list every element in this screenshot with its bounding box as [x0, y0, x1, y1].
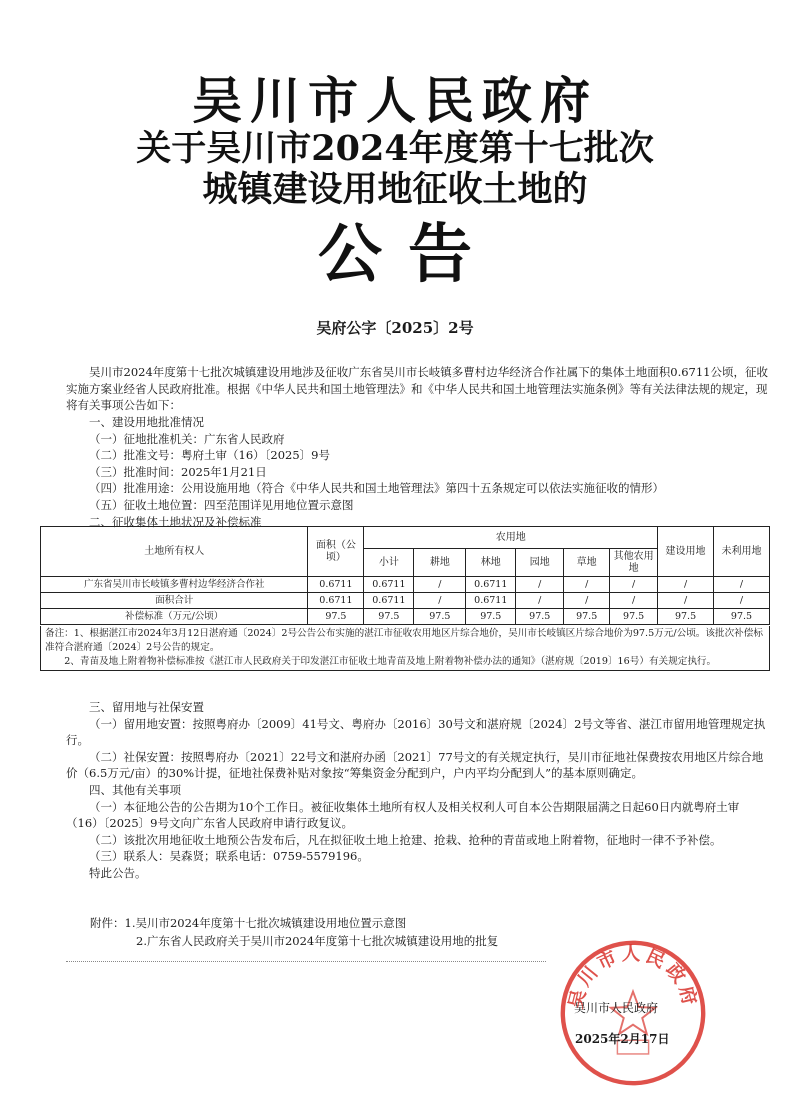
intro-paragraph [66, 364, 770, 414]
cell: / [610, 577, 658, 593]
section1-item: （一）征地批准机关：广东省人民政府 [89, 431, 285, 446]
section3-p1: （一）留用地安置：按照粤府办〔2009〕41号文、粤府办〔2016〕30号文和湛府规〔2024〕2号文等省、湛江市留用地管理规定执行。 [66, 716, 766, 748]
section4-p2: （二）该批次用地征收土地预公告发布后，凡在拟征收土地上抢建、抢栽、抢种的青苗或地上附着物，征地时一律不予补偿。 [89, 832, 722, 847]
compensation-table [40, 526, 770, 625]
cell: 97.5 [308, 609, 364, 625]
cell: / [714, 593, 770, 609]
cell: 97.5 [414, 609, 466, 625]
cell: / [658, 593, 714, 609]
attachment-2: 2.广东省人民政府关于吴川市2024年度第十七批次城镇建设用地的批复 [136, 934, 499, 948]
section-approval [66, 414, 770, 530]
section1-item: （三）批准时间：2025年1月21日 [89, 464, 267, 479]
cell: / [658, 577, 714, 593]
cell: 97.5 [564, 609, 610, 625]
signature-date: 2025年2月17日 [575, 1032, 670, 1046]
cell: 0.6711 [466, 577, 516, 593]
cell: / [564, 577, 610, 593]
cell: 97.5 [364, 609, 414, 625]
section2-title: 二、征收集体土地状况及补偿标准 [89, 514, 262, 529]
header-farmland: 农用地 [364, 527, 658, 549]
note-2: 2、青苗及地上附着物补偿标准按《湛江市人民政府关于印发湛江市征收土地青苗及地上附着物补偿办法的通知》（湛府规〔2019〕16号）有关规定执行。 [64, 656, 717, 667]
cell: 0.6711 [364, 577, 414, 593]
cell: 0.6711 [308, 577, 364, 593]
table-row [41, 593, 770, 609]
intro-text: 吴川市2024年度第十七批次城镇建设用地涉及征收广东省吴川市长岐镇多曹村边华经济合作社属下的集体土地面积0.6711公顷，征收实施方案业经省人民政府批准。根据《中华人民共和国土地管理法》和《中华人民共和国土地管理法实施条例》等有关法律法规的规定，现将有关事项公告如下： [66, 365, 768, 413]
cell: 0.6711 [364, 593, 414, 609]
section4-title: 四、其他有关事项 [89, 782, 181, 797]
document-number: 吴府公字〔2025〕2号 [316, 319, 474, 337]
svg-text:吴川市人民政府: 吴川市人民政府 [565, 944, 701, 1011]
subheader-cell: 其他农用地 [610, 549, 658, 577]
cell: / [516, 593, 564, 609]
section3-p2: （二）社保安置：按照粤府办〔2021〕22号文和湛府办函〔2021〕77号文的有关规定执行，吴川市征地社保费按农用地区片综合地价（6.5万元/亩）的30%计提，征地社保费补贴对象按“筹集资金分配到户，户内平均分配到人”的基本原则确定。 [66, 749, 764, 781]
attachments [90, 914, 498, 950]
section1-item: （五）征收土地位置：四至范围详见用地位置示意图 [89, 497, 354, 512]
cell: 97.5 [658, 609, 714, 625]
section1-item: （四）批准用途：公用设施用地（符合《中华人民共和国土地管理法》第四十五条规定可以依法实施征收的情形） [89, 481, 664, 496]
subject-line-2: 城镇建设用地征收土地的 [202, 169, 588, 210]
cell: 0.6711 [466, 593, 516, 609]
section1-title: 一、建设用地批准情况 [89, 415, 204, 429]
section-resettlement [66, 699, 770, 882]
subheader-cell: 耕地 [414, 549, 466, 577]
divider [66, 961, 546, 962]
subject-line-1: 关于吴川市2024年度第十七批次 [136, 128, 654, 169]
cell: 97.5 [714, 609, 770, 625]
note-1: 备注：1、根据湛江市2024年3月12日湛府通〔2024〕2号公告公布实施的湛江市征收农用地区片综合地价，吴川市长岐镇区片综合地价为97.5万元/公顷。该批次补偿标准符合湛府通〔2024〕2号公告的规定。 [45, 628, 763, 653]
subheader-cell: 林地 [466, 549, 516, 577]
closing-line: 特此公告。 [89, 865, 147, 880]
cell: 97.5 [466, 609, 516, 625]
header-owner: 土地所有权人 [41, 527, 308, 577]
signature-organization: 吴川市人民政府 [574, 1001, 659, 1015]
table-header-row [41, 527, 770, 549]
cell: 97.5 [516, 609, 564, 625]
subheader-cell: 园地 [516, 549, 564, 577]
notice-title: 公告 [318, 217, 498, 292]
cell: / [564, 593, 610, 609]
table-row [41, 577, 770, 593]
cell: 0.6711 [308, 593, 364, 609]
cell: / [414, 577, 466, 593]
table-row [41, 609, 770, 625]
row-label: 面积合计 [41, 593, 308, 609]
subheader-cell: 草地 [564, 549, 610, 577]
cell: / [516, 577, 564, 593]
section4-p3: （三）联系人：吴森贤；联系电话：0759-5579196。 [89, 849, 369, 864]
cell: 97.5 [610, 609, 658, 625]
row-label: 广东省吴川市长岐镇多曹村边华经济合作社 [41, 577, 308, 593]
header-construction: 建设用地 [658, 527, 714, 577]
section3-title: 三、留用地与社保安置 [89, 700, 204, 714]
attachment-1: 附件：1.吴川市2024年度第十七批次城镇建设用地位置示意图 [90, 916, 407, 930]
section1-item: （二）批准文号：粤府土审（16）〔2025〕9号 [89, 448, 330, 463]
cell: / [610, 593, 658, 609]
issuer-title: 吴川市人民政府 [192, 71, 598, 130]
header-area: 面积（公顷） [308, 527, 364, 577]
header-unused: 未利用地 [714, 527, 770, 577]
cell: / [414, 593, 466, 609]
section4-p1: （一）本征地公告的公告期为10个工作日。被征收集体土地所有权人及相关权利人可自本公告期限届满之日起60日内就粤府土审（16）〔2025〕9号文向广东省人民政府申请行政复议。 [66, 799, 740, 831]
cell: / [714, 577, 770, 593]
subheader-cell: 小计 [364, 549, 414, 577]
row-label: 补偿标准（万元/公顷） [41, 609, 308, 625]
table-notes [40, 626, 770, 671]
